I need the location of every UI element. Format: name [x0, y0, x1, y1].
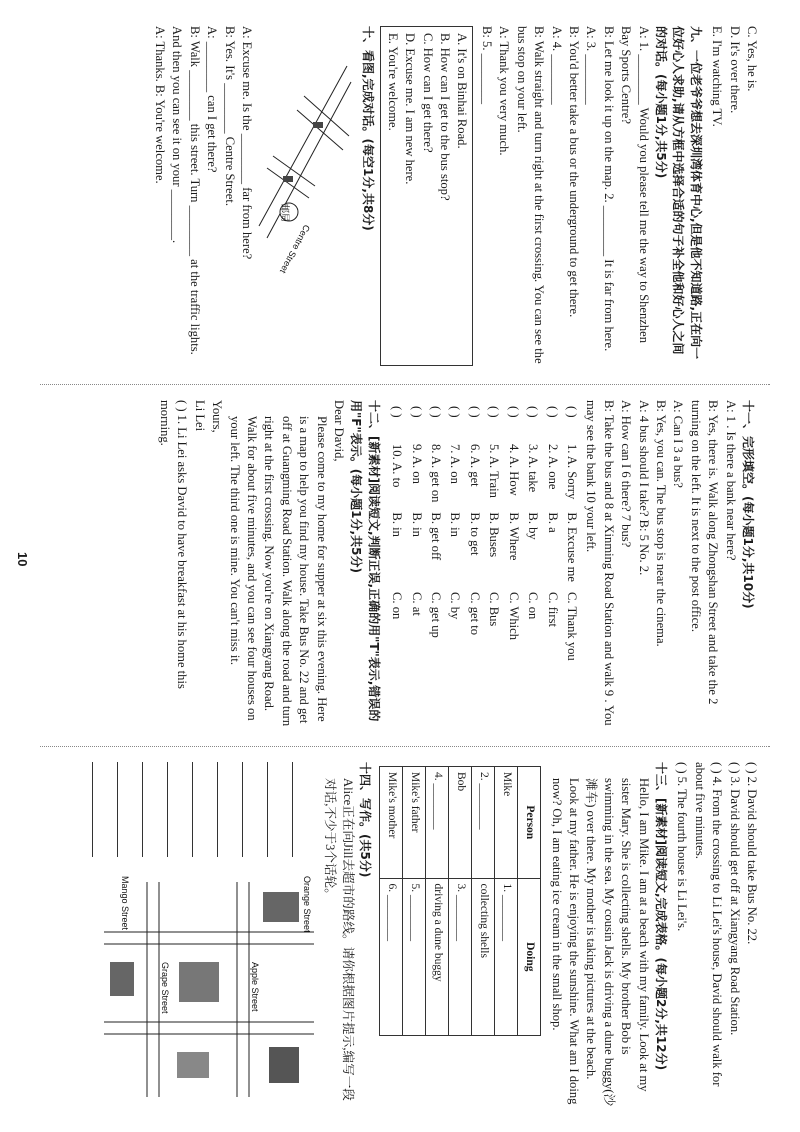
cloze-line: A: How can I 6 there? 7 bus? — [619, 400, 634, 548]
choices-table — [386, 400, 582, 667]
choice-b: B. in — [448, 512, 463, 537]
choice-b: B. in — [390, 512, 405, 537]
tf-item: ( ) 3. David should get off at Xiangyang Road Station. — [727, 762, 742, 1036]
choice-c: C. Thank you — [564, 592, 579, 661]
cloze-line: B: Yes, there is. Walk along Zhongshan Street and take the 2 turning on the left. It is next to the post office. — [688, 400, 721, 705]
cell-person[interactable]: 2. ________ — [472, 767, 495, 879]
choice-row: ( ) 1. A. Sorry B. Excuse me C. Thank you — [563, 402, 580, 665]
section-12-title: 十二、[新素材]阅读短文,判断正误,正确的用"T"表示,错误的用"F"表示。(每小题1分,共5分) — [349, 400, 381, 722]
dialog-line: A: Thank you very much. — [497, 26, 512, 156]
letter-body: Please come to my home for supper at six this evening. Here is a map to help you find my house. Take Bus No. 22 and get off at Guangming Road Station. Walk along the road and turn right at the first crossing. Now you're on Xiangyang Road. Walk for about five minutes, and you can see four houses on your left. The third one is mine. You can't miss it. — [227, 416, 329, 727]
choice-c: C. get up — [429, 592, 444, 638]
cell-doing[interactable]: 6. ________ — [380, 878, 403, 1035]
choice-a: 8. A. get on — [429, 444, 444, 503]
tf-item: ( ) 1. Li Lei asks David to have breakfast at his home this morning. — [158, 400, 190, 689]
table-row — [380, 767, 403, 1036]
reading-passage: Hello, I am Mike. I am at a beach with my family. Look at my sister Mary. She is collecting shells. My brother Bob is swimming in the sea. My cousin Jack is driving a dune buggy(沙滩车) over there. My mother is taking pictures at the beach. Look at my father. He is enjoying the sunshine. What am I doing now? Oh, I am eating ice cream in the small shop. — [549, 778, 651, 1107]
option-item: C. How can I get there? — [420, 33, 435, 153]
map-street-label: Apple Street — [249, 962, 260, 1012]
option-line: E. I'm watching TV. — [710, 26, 725, 127]
choice-b: B. a — [545, 512, 560, 533]
person-doing-table — [379, 766, 541, 1036]
choice-a: 5. A. Train — [487, 444, 502, 498]
column-divider — [40, 746, 770, 747]
column-divider — [40, 384, 770, 385]
choice-c: C. Bus — [487, 592, 502, 627]
table-row — [472, 767, 495, 1036]
section-9-title: 九、一位老爷爷想去深圳湾体育中心,但是他不知道路,正在向一位好心人求助,请从方框中选择合适的句子补全他和好心人之间的对话。(每小题1分,共5分) — [653, 26, 703, 360]
street-map-svg — [255, 26, 359, 346]
section-14-title: 十四、写作。(共5分) — [358, 762, 373, 878]
choice-c: C. get to — [467, 592, 482, 636]
letter-greeting: Dear David, — [332, 400, 347, 462]
cloze-line: A: 1 . Is there a bank near here? — [723, 400, 738, 561]
choice-b: B. Where — [506, 512, 521, 561]
table-header: Doing — [518, 878, 541, 1035]
cell-doing[interactable]: 1. ________ — [495, 878, 518, 1035]
cell-person[interactable]: 4. ________ — [426, 767, 449, 879]
cloze-line: A: 4 bus should I take? B: 5 No. 2. — [636, 400, 651, 576]
choice-c: C. first — [545, 592, 560, 628]
choice-b: B. to get — [467, 512, 482, 556]
choice-b: B. by — [526, 512, 541, 540]
cloze-line: A: Can I 3 a bus? — [671, 400, 686, 488]
letter-signature: Li Lei — [192, 400, 207, 432]
post-office-label: 邮局 — [280, 204, 291, 223]
writing-lines[interactable] — [90, 762, 315, 857]
cell-doing: collecting shells — [472, 878, 495, 1035]
map-street-label: Orange Street — [301, 876, 312, 933]
choice-a: 6. A. get — [467, 444, 482, 487]
dialog-line: A: 4. ________ — [549, 26, 564, 105]
letter-closing: Yours, — [210, 400, 225, 433]
section-10-title: 十、看图,完成对话。(每空1分,共8分) — [361, 26, 376, 231]
choice-b: B. in — [409, 512, 424, 537]
column-left — [151, 26, 760, 366]
choice-a: 9. A. on — [409, 444, 424, 484]
choice-c: C. Which — [506, 592, 521, 641]
table-row — [449, 767, 472, 1036]
choice-c: C. on — [526, 592, 541, 620]
choice-row: ( ) 6. A. get B. to get C. get to — [466, 402, 483, 665]
option-line: D. It's over there. — [727, 26, 742, 114]
choice-row: ( ) 10. A. to B. in C. on — [388, 402, 405, 665]
option-item: E. You're welcome. — [385, 33, 400, 131]
choice-row: ( ) 2. A. one B. a C. first — [543, 402, 560, 665]
cloze-line: B: Take the bus and 8 at Xinming Road Station and walk 9 . You may see the bank 10 your left. — [584, 400, 616, 726]
choice-row: ( ) 5. A. Train B. Buses C. Bus — [485, 402, 502, 665]
column-right — [91, 762, 760, 1108]
choice-a: 2. A. one — [545, 444, 560, 490]
cell-doing[interactable]: 5. ________ — [403, 878, 426, 1035]
choice-row: ( ) 7. A. on B. in C. by — [446, 402, 463, 665]
street-map-figure — [255, 26, 359, 366]
table-row — [403, 767, 426, 1036]
dialog-line: B: You'd better take a bus or the underground to get there. — [566, 26, 581, 318]
tf-item: ( ) 5. The fourth house is Li Lei's. — [675, 762, 690, 932]
fruit-street-map — [99, 872, 319, 1102]
choice-b: B. Excuse me — [564, 512, 579, 583]
writing-prompt: Alice正在向Jill去超市的路线。请你根据图片提示,编写一段对话,不少于3个话轮。 — [323, 778, 355, 1101]
map-street-label: Grape Street — [159, 962, 170, 1014]
page-number: 10 — [15, 552, 30, 567]
dialog-line: A: ________ can I get there? — [205, 26, 220, 173]
options-box — [380, 26, 473, 366]
table-row — [495, 767, 518, 1036]
cell-person: Bob — [449, 767, 472, 879]
choice-a: 7. A. on — [448, 444, 463, 484]
cell-person: Mike's father — [403, 767, 426, 879]
map-street-label: Mango Street — [119, 876, 130, 931]
dialog-line: B: Walk straight and turn right at the first crossing. You can see the bus stop on your left. — [514, 26, 547, 364]
choice-c: C. by — [448, 592, 463, 620]
dialog-line: B: 5. ________ — [479, 26, 494, 105]
cell-doing: driving a dune buggy — [426, 878, 449, 1035]
dialog-line: A: Thanks. B: You're welcome. — [153, 26, 168, 184]
centre-street-label: Centre Street — [277, 223, 312, 276]
dialog-line: B: Walk ________ this street. Turn ________ at the traffic lights. And then you can see it on your ________. — [170, 26, 202, 355]
choice-row: ( ) 9. A. on B. in C. at — [407, 402, 424, 665]
section-13-title: 十三、[新素材]阅读短文,完成表格。(每小题2分,共12分) — [653, 762, 668, 1071]
cell-doing[interactable]: 3. ________ — [449, 878, 472, 1035]
option-line: C. Yes, he is. — [745, 26, 759, 92]
choice-row: ( ) 8. A. get on B. get off C. get up — [427, 402, 444, 665]
section-11-title: 十一、完形填空。(每小题1分,共10分) — [741, 400, 755, 609]
choice-row: ( ) 4. A. How B. Where C. Which — [504, 402, 521, 665]
writing-area — [91, 762, 321, 1108]
option-item: A. It's on Binhai Road. — [455, 33, 470, 149]
choice-a: 10. A. to — [390, 444, 405, 488]
dialog-line: B: Let me look it up on the map. 2. ________ It is far from here. — [601, 26, 616, 352]
option-item: D. Excuse me. I am new here. — [403, 33, 418, 185]
choice-c: C. at — [409, 592, 424, 616]
choice-row: ( ) 3. A. take B. by C. on — [524, 402, 541, 665]
cell-person: Mike's mother — [380, 767, 403, 879]
choice-b: B. Buses — [487, 512, 502, 558]
dialog-line: A: 3. ________ — [584, 26, 599, 105]
dialog-line: A: 1. ________ Would you please tell me the way to Shenzhen Bay Sports Centre? — [619, 26, 651, 344]
tf-item: ( ) 2. David should take Bus No. 22. — [745, 762, 759, 945]
choice-a: 3. A. take — [526, 444, 541, 493]
choice-a: 4. A. How — [506, 444, 521, 496]
choice-b: B. get off — [429, 512, 444, 561]
table-header: Person — [518, 767, 541, 879]
cloze-line: B: Yes, you can. The bus stop is near the cinema. — [653, 400, 668, 647]
option-item: B. How can I get to the bus stop? — [438, 33, 453, 201]
column-middle — [156, 400, 760, 730]
choice-a: 1. A. Sorry — [564, 444, 579, 500]
cell-person: Mike — [495, 767, 518, 879]
tf-item: ( ) 4. From the crossing to Li Lei's house, David should walk for about five minutes. — [692, 762, 725, 1087]
dialog-line: A: Excuse me. Is the ________ far from here? — [240, 26, 255, 260]
table-row — [426, 767, 449, 1036]
choice-c: C. on — [390, 592, 405, 620]
dialog-line: B: Yes. It's ________ Centre Street. — [222, 26, 237, 206]
